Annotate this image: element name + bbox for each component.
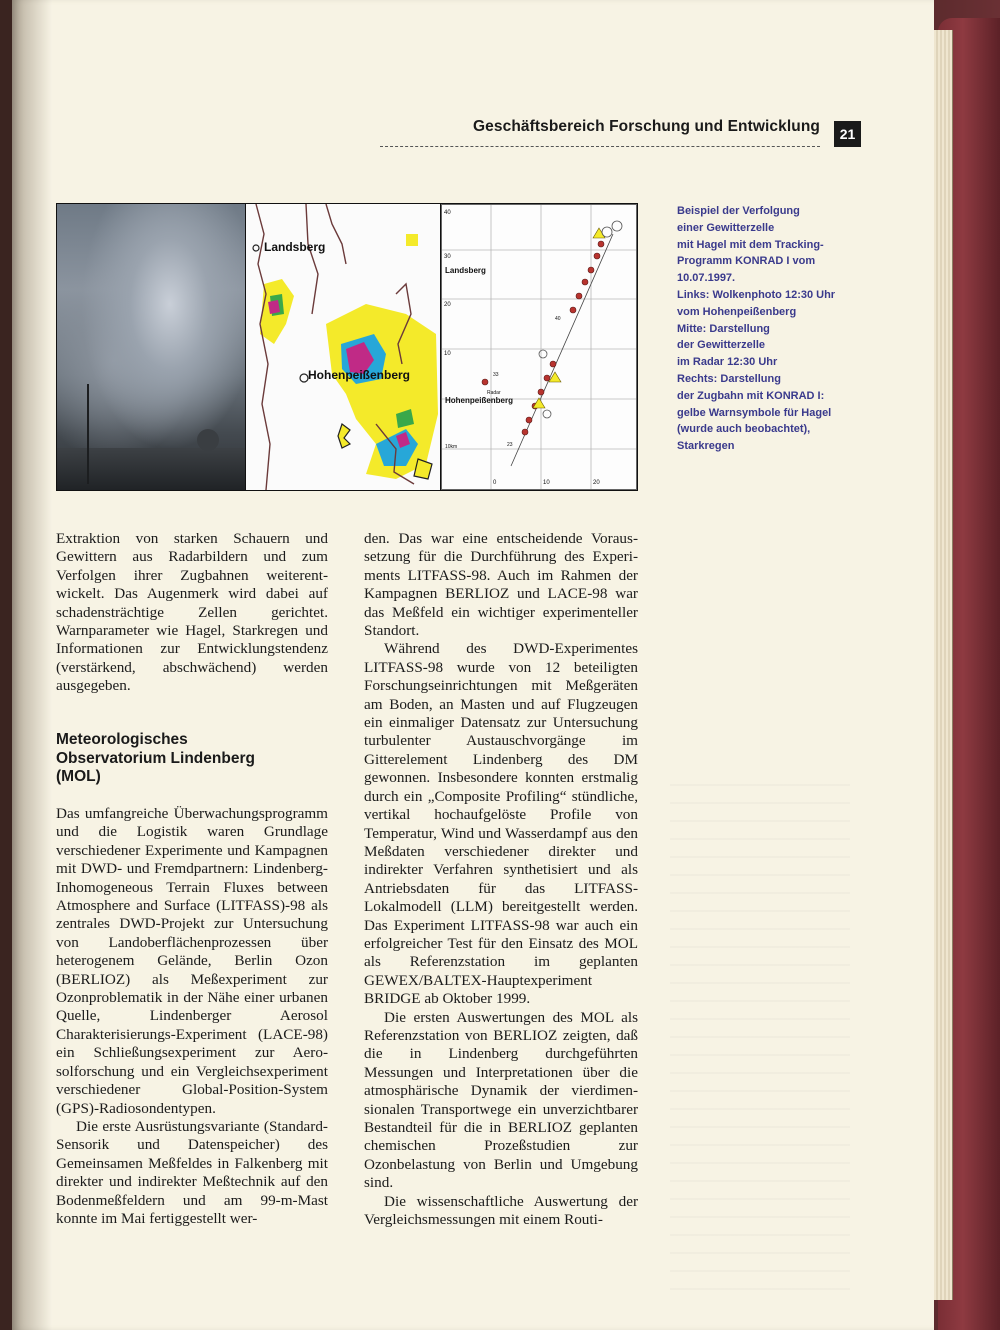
- x-tick-0: 0: [493, 480, 497, 486]
- cell-id-40: 40: [555, 316, 561, 322]
- section-heading: [56, 731, 328, 787]
- caption-line: der Gewitterzelle: [677, 339, 766, 352]
- caption-line: vom Hohenpeißenberg: [677, 305, 797, 318]
- track-grid: [441, 204, 637, 490]
- radar-label-hohenpeissenberg: Hohenpeißenberg: [308, 368, 411, 382]
- gutter-shadow: [12, 0, 52, 1330]
- y-tick-40: 40: [444, 210, 451, 216]
- figure-caption: [677, 203, 872, 455]
- caption-line: Starkregen: [677, 440, 735, 453]
- heading-line: Observatorium Lindenberg: [56, 749, 255, 767]
- paragraph: Das umfangreiche Überwachungsprogramm und die Logistik waren Grundlage verschiedener Experimente und Kampagnen mit DWD- und Fremdpartnern: Lindenberg-Inhomogeneous Terrain Fluxes between Atmosphere and Surface (LITFASS)-98 als zentrales DWD-Projekt zur Untersuchung von Landoberflächenprozessen über heterogenem Gelände, Berlin Ozon (BERLIOZ) als Meßexperiment zur Ozonproblematik in der Nähe einer urbanen Quelle, Lindenberger Aerosol Charakterisierungs-Experiment (LACE-98) ein Schließungsexperiment zur Aerosolforschung und ein Vergleichsexperiment verschiedener Global-Position-System (GPS)-Radiosondentypen.: [56, 805, 328, 1117]
- page-number: 21: [834, 121, 861, 147]
- caption-line: der Zugbahn mit KONRAD I:: [677, 389, 825, 402]
- header-rule: [380, 146, 820, 147]
- y-tick-30: 30: [444, 254, 451, 260]
- y-tick-20: 20: [444, 302, 451, 308]
- caption-line: Rechts: Darstellung: [677, 372, 781, 385]
- body-column-right: [364, 530, 638, 1229]
- paragraph: Die erste Ausrüstungsvariante (Standard-Sensorik und Datenspeicher) des Gemeinsamen Meßfeldes in Falkenberg mit direkter und indirekter Meßtechnik auf den Bodenmeßfeldern und am 99-m-Mast konnte im Mai fertiggestellt wer-: [56, 1117, 328, 1227]
- photo-mast: [87, 384, 89, 484]
- page-show-through: [670, 770, 850, 1290]
- photo-ground: [57, 448, 245, 490]
- figure-thunderstorm-tracking: [56, 203, 638, 491]
- heading-line: (MOL): [56, 768, 101, 785]
- cell-id-33: 33: [493, 372, 499, 378]
- track-label-hohenpeissenberg: Hohenpeißenberg: [445, 396, 514, 405]
- caption-line: mit Hagel mit dem Tracking-: [677, 238, 824, 251]
- paragraph: Während des DWD-Experimentes LITFASS-98 wurde von 12 beteiligten Forschungseinrichtungen mit Meßgeräten am Boden, an Masten und auf Flugzeugen ein einmaliger Datensatz zur Untersuchung turbulenter Austauschvorgänge im Gitterelement Lindenberg des DM gewonnen. Insbesondere konnten erstmalig durch ein „Composite Profiling“ stündliche, vertikal hochaufgelöste Profile von Temperatur, Wind und Wasserdampf aus den Meßdaten verschiedener direkter und indirekter Verfahren synthetisiert und als Antriebsdaten für das LITFASS-Lokalmodell (LLM) bereitgestellt werden. Das Experiment LITFASS-98 war auch ein erfolgreicher Test für den Einsatz des MOL als Referenzstation im geplanten GEWEX/BALTEX-Hauptexperiment BRIDGE ab Oktober 1999.: [364, 640, 638, 1008]
- paragraph: Die wissenschaftliche Auswertung der Vergleichsmessungen mit einem Routi-: [364, 1192, 638, 1229]
- caption-line: 10.07.1997.: [677, 272, 736, 285]
- cloud-photo: [57, 204, 245, 490]
- body-column-left: [56, 805, 328, 1228]
- track-plot: [441, 204, 637, 490]
- running-header: Geschäftsbereich Forschung und Entwicklung: [473, 118, 820, 135]
- paragraph: Extraktion von starken Schauern und Gewittern aus Radarbildern und zum Verfolgen ihrer Zugbahnen weiterentwickelt. Das Augenmerk wird dabei auf schadensträchtige Zellen gerichtet. Warnparameter wie Hagel, Starkregen und Informationen zur Entwicklungstendenz (verstärkend, abschwächend) werden ausgegeben.: [56, 530, 328, 695]
- radar-label-landsberg: Landsberg: [264, 240, 326, 254]
- paragraph: den. Das war eine entscheidende Voraussetzung für die Durchführung des Experiments LITFASS-98. Auch im Rahmen der Kampagnen BERLIOZ und LACE-98 war das Meßfeld ein wichtiger experimenteller Standort.: [364, 530, 638, 640]
- body-column-left-intro: [56, 530, 328, 696]
- caption-line: Programm KONRAD I vom: [677, 255, 816, 268]
- caption-line: Mitte: Darstellung: [677, 322, 770, 335]
- radar-image: [246, 204, 440, 490]
- caption-line: Links: Wolkenphoto 12:30 Uhr: [677, 288, 836, 301]
- caption-line: einer Gewitterzelle: [677, 221, 775, 234]
- track-label-radar: Radar: [487, 390, 501, 396]
- cell-id-23: 23: [507, 442, 513, 448]
- track-label-landsberg: Landsberg: [445, 266, 486, 275]
- x-tick-20: 20: [593, 480, 600, 486]
- caption-line: (wurde auch beobachtet),: [677, 423, 811, 436]
- heading-line: Meteorologisches: [56, 731, 188, 748]
- photo-radar-dome: [197, 429, 219, 451]
- x-tick-10: 10: [543, 480, 550, 486]
- caption-line: gelbe Warnsymbole für Hagel: [677, 406, 832, 419]
- y-tick-10: 10: [444, 351, 451, 357]
- caption-line: Beispiel der Verfolgung: [677, 205, 800, 217]
- track-scale-label: 10km: [445, 444, 458, 450]
- caption-line: im Radar 12:30 Uhr: [677, 356, 778, 369]
- paragraph: Die ersten Auswertungen des MOL als Referenzstation von BERLIOZ zeigten, daß die in Lindenberg durchgeführten Messungen und Interpretationen über die atmosphärische Dynamik der vierdimensionalen Transportwege ein unverzichtbarer Bestandteil für die in BERLIOZ geplanten chemischen Prozeßstudien zur Ozonbelastung von Berlin und Umgebung sind.: [364, 1008, 638, 1192]
